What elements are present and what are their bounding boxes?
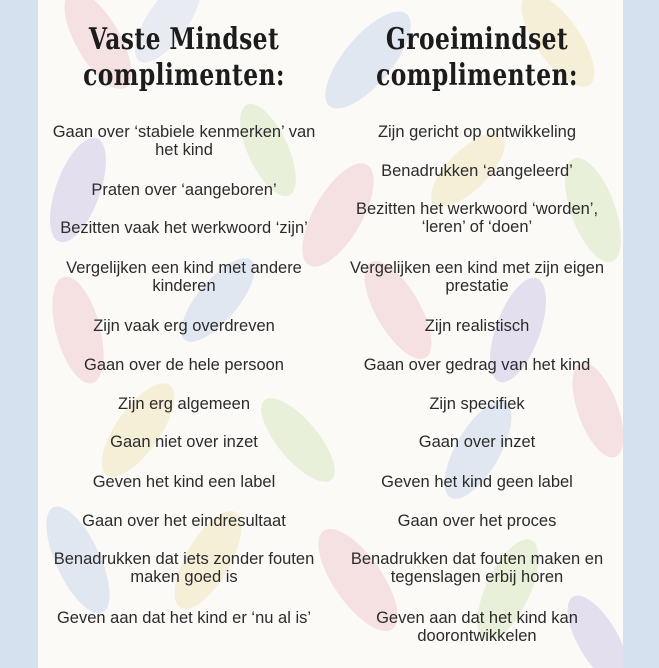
growth-mindset-title: Groeimindset complimenten:: [376, 22, 578, 93]
fixed-mindset-column: [38, 0, 330, 668]
fixed-item: Zijn vaak erg overdreven: [93, 317, 275, 335]
fixed-item: Gaan over ‘stabiele kenmerken’ van het kind: [52, 123, 316, 159]
growth-item: Zijn realistisch: [424, 317, 530, 335]
growth-item: Geven aan dat het kind kan doorontwikkelen: [376, 609, 578, 645]
fixed-item: Vergelijken een kind met andere kinderen: [66, 259, 302, 295]
fixed-item: Praten over ‘aangeboren’: [91, 181, 277, 199]
growth-item: Zijn specifiek: [429, 395, 525, 413]
growth-item: Gaan over gedrag van het kind: [363, 356, 591, 374]
fixed-item: Zijn erg algemeen: [117, 395, 251, 413]
growth-item: Bezitten het werkwoord ‘worden’, ‘leren’ of ‘doen’: [355, 200, 599, 236]
growth-item: Gaan over het proces: [397, 512, 557, 530]
fixed-item: Gaan niet over inzet: [110, 433, 258, 451]
fixed-item: Bezitten vaak het werkwoord ‘zijn’: [60, 219, 308, 237]
fixed-item: Geven het kind een label: [92, 473, 276, 491]
growth-item: Gaan over inzet: [418, 433, 536, 451]
fixed-item: Gaan over de hele persoon: [84, 356, 284, 374]
growth-item: Benadrukken dat fouten maken en tegenslagen erbij horen: [350, 550, 604, 586]
fixed-item: Benadrukken dat iets zonder fouten maken goed is: [53, 550, 315, 586]
growth-item: Zijn gericht op ontwikkeling: [377, 123, 577, 141]
fixed-mindset-title: Vaste Mindset complimenten:: [83, 22, 285, 93]
growth-item: Benadrukken ‘aangeleerd’: [381, 162, 573, 180]
growth-item: Vergelijken een kind met zijn eigen prestatie: [349, 259, 605, 295]
fixed-item: Gaan over het eindresultaat: [82, 512, 286, 530]
fixed-item: Geven aan dat het kind er ‘nu al is’: [56, 609, 312, 627]
growth-mindset-column: [331, 0, 623, 668]
growth-item: Geven het kind geen label: [381, 473, 573, 491]
poster: [38, 0, 623, 668]
